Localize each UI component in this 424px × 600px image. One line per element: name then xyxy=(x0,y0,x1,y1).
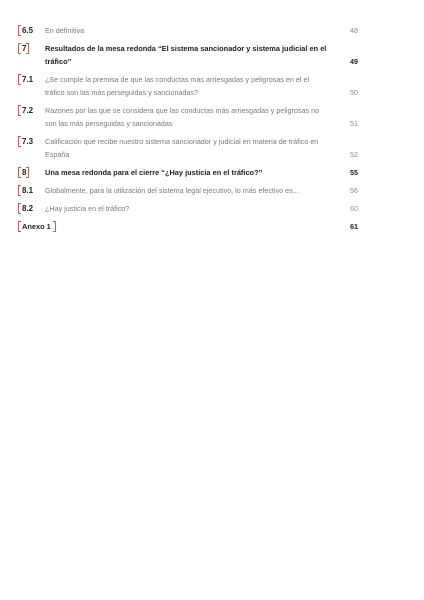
section-title: Calificación que recibe nuestro sistema sancionador y judicial en materia de tráfico en España xyxy=(45,137,319,159)
page-number: 61 xyxy=(350,222,358,231)
page-number: 51 xyxy=(350,119,358,128)
section-title: ¿Hay justicia en el tráfico? xyxy=(45,204,130,213)
section-number: 8 xyxy=(18,166,26,179)
section-number: 7.3 xyxy=(18,135,33,148)
section-number: 7 xyxy=(18,42,26,55)
page-number: 55 xyxy=(350,168,358,177)
toc-entry-7-1[interactable] xyxy=(18,73,358,99)
page-number: 52 xyxy=(350,150,358,159)
toc-entry-7-3[interactable] xyxy=(18,135,358,161)
annex-label: Anexo 1 xyxy=(18,220,56,233)
annex-title-wrap xyxy=(18,220,330,233)
section-title: Una mesa redonda para el cierre “¿Hay justicia en el tráfico?” xyxy=(45,168,263,177)
page-number: 50 xyxy=(350,88,358,97)
toc-entry-7-2[interactable] xyxy=(18,104,358,130)
toc-entry-7[interactable] xyxy=(18,42,358,68)
toc-entry-6-5[interactable] xyxy=(18,24,358,37)
page-number: 56 xyxy=(350,186,358,195)
table-of-contents xyxy=(18,24,358,238)
toc-entry-8[interactable] xyxy=(18,166,358,179)
section-number: 7.2 xyxy=(18,104,33,117)
section-title: Resultados de la mesa redonda “El sistema sancionador y sistema judicial en el tráfico” xyxy=(45,44,327,66)
page-number: 49 xyxy=(350,57,358,66)
section-number: 7.1 xyxy=(18,73,33,86)
page-number: 48 xyxy=(350,26,358,35)
section-number: 8.2 xyxy=(18,202,33,215)
section-title: Razones por las que se considera que las conductas más arriesgadas y peligrosas no son las más perseguidas y sancionadas xyxy=(45,106,320,128)
toc-entry-annex-1[interactable] xyxy=(18,220,358,233)
page-number: 60 xyxy=(350,204,358,213)
toc-entry-8-2[interactable] xyxy=(18,202,358,215)
section-number: 8.1 xyxy=(18,184,33,197)
section-title: En definitiva xyxy=(45,26,85,35)
section-number: 6.5 xyxy=(18,24,33,37)
toc-entry-8-1[interactable] xyxy=(18,184,358,197)
section-title: Globalmente, para la utilización del sistema legal ejecutivo, lo más efectivo es... xyxy=(45,186,299,195)
section-title: ¿Se cumple la premisa de que las conductas más arriesgadas y peligrosas en el el tráfico son las más perseguidas y sancionadas? xyxy=(45,75,310,97)
